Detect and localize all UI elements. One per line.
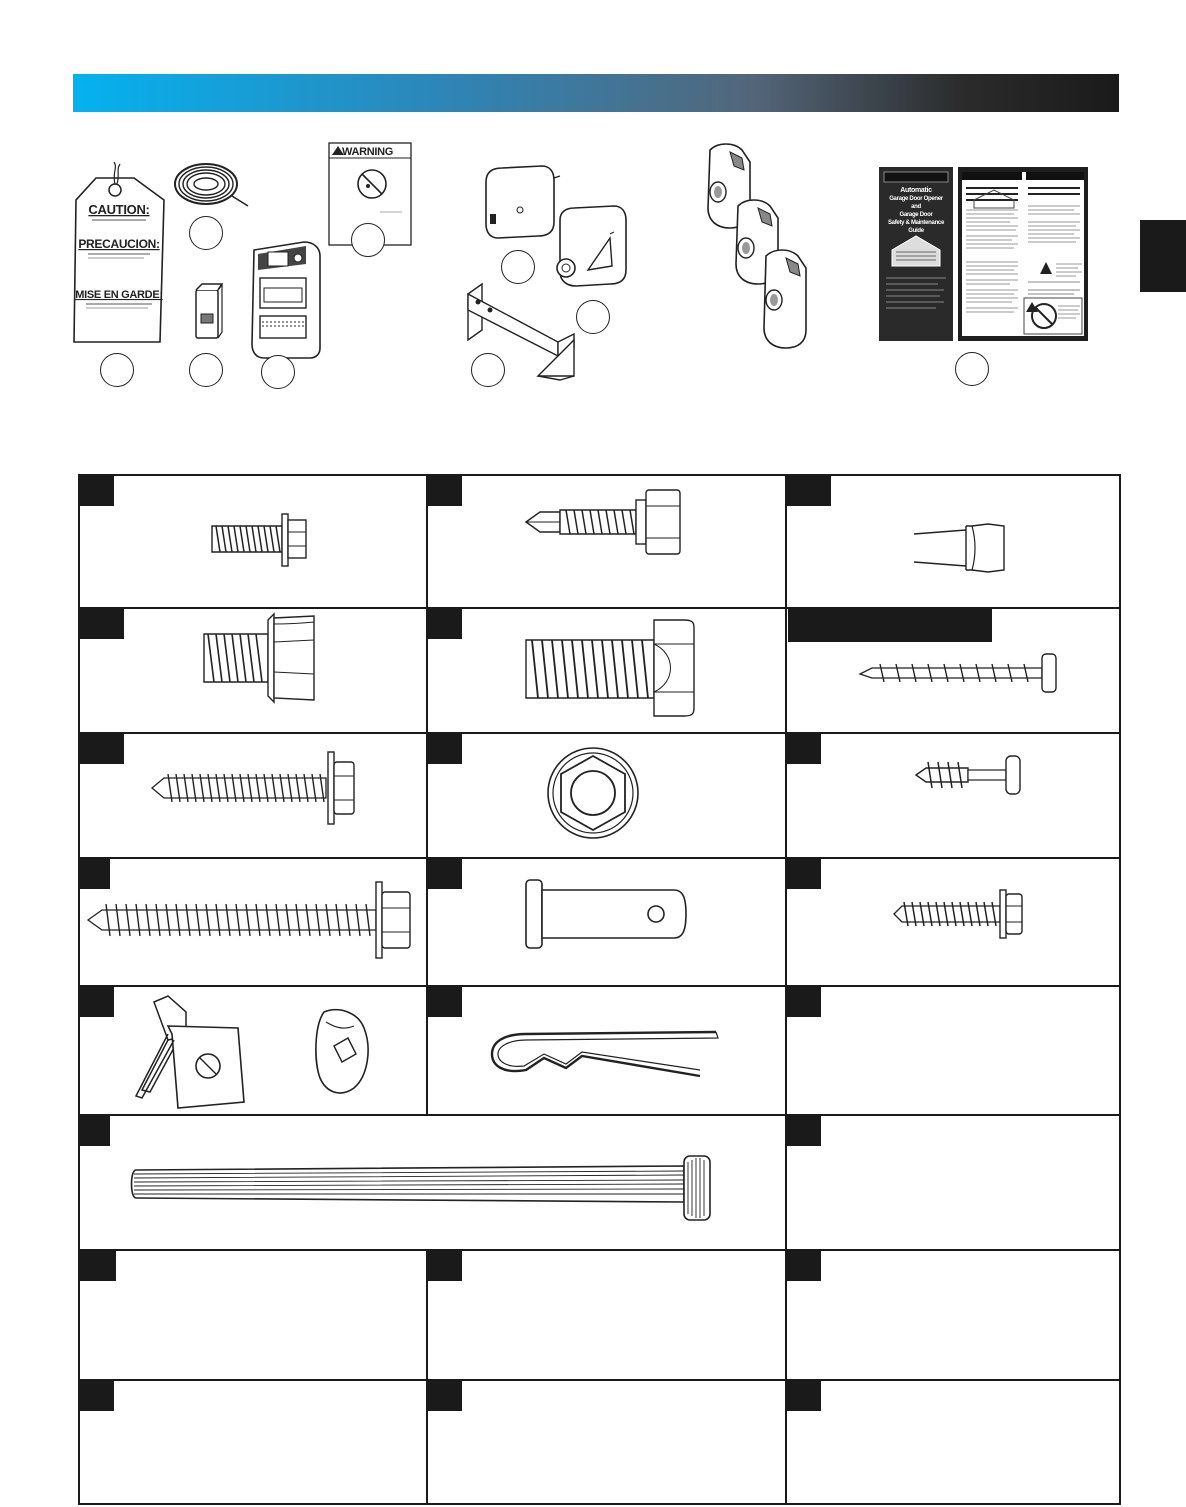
hex-bolt-icon [210,512,310,568]
safety-manual-icon [878,166,1090,344]
carriage-bolt-with-lockwasher-icon [202,612,318,704]
section-header-banner [73,74,1119,112]
remote-controls-icon [700,140,820,350]
item-number-badge [787,1381,821,1411]
warning-tag-icon [70,160,170,350]
pan-head-screw-icon [858,652,1058,694]
item-number-badge [428,1381,462,1411]
grid-row-divider [78,1249,1121,1251]
key-circle-door-control [261,355,295,389]
tag-caution-text: CAUTION: [88,202,150,217]
svg-text:Guide: Guide [908,228,924,234]
key-circle-push-button [189,353,223,387]
grid-row-divider [78,857,1121,859]
long-clevis-pin-icon [128,1152,714,1224]
key-circle-wire [189,216,223,250]
trolley-screw-icon [892,886,1028,942]
item-number-badge [80,609,124,639]
item-number-badge [787,987,821,1017]
large-hex-bolt-icon [524,618,704,718]
grid-border-right [1119,474,1121,1505]
key-circle-manual [955,352,989,386]
svg-text:and: and [911,204,921,210]
item-number-badge [787,859,821,889]
door-control-icon [244,234,324,360]
item-number-badge [428,734,462,764]
warning-label-title: WARNING [342,146,394,158]
lighted-push-button-icon [192,282,224,342]
item-number-badge [80,734,124,764]
grid-row-divider [78,1379,1121,1381]
svg-text:Automatic: Automatic [900,187,932,194]
grid-col-divider [426,1249,428,1505]
self-drilling-screw-icon [524,488,684,558]
svg-text:Safety & Maintenance: Safety & Maintenance [887,220,945,226]
hex-lag-screw-icon [150,750,360,826]
hairpin-cotter-icon [486,1024,722,1080]
item-number-badge [80,476,114,506]
clevis-pin-icon [524,878,690,950]
item-number-badge [80,1381,114,1411]
section-tab-marker [1140,220,1186,292]
long-lag-screw-icon [86,880,416,960]
key-circle-sensor-2 [576,300,610,334]
svg-text:Garage Door: Garage Door [899,212,933,218]
item-number-badge [787,734,821,764]
insulated-staple-icon [912,520,1008,576]
item-number-badge [787,1251,821,1281]
item-number-badge [80,987,114,1017]
grid-border-bottom [78,1503,1121,1505]
grid-col-divider [426,474,428,1116]
item-number-badge [428,476,462,506]
key-circle-sensor [501,250,535,284]
svg-text:Garage Door Opener: Garage Door Opener [889,196,943,202]
hex-nut-icon [546,746,640,840]
grid-row-divider [78,732,1121,734]
grid-row-divider [78,1114,1121,1116]
key-circle-tag [100,353,134,387]
grid-row-divider [78,985,1121,987]
item-number-badge [787,1116,821,1146]
drywall-anchor-clips-icon [128,992,382,1112]
item-number-badge [787,476,831,506]
key-circle-bracket [471,353,505,387]
tag-mise-en-garde-text: MISE EN GARDE: [75,289,163,301]
item-number-badge [80,1251,116,1281]
item-number-badge [428,1251,462,1281]
grid-border-top [78,474,1121,476]
bell-wire-coil-icon [170,160,250,220]
short-screw-icon [914,754,1024,796]
item-number-badge [428,859,462,889]
tag-precaucion-text: PRECAUCION: [78,237,160,251]
key-circle-warning-label [351,223,385,257]
item-number-badge-wide [788,609,992,642]
item-number-badge [428,987,462,1017]
item-number-badge [80,1116,110,1146]
item-number-badge [428,609,462,639]
safety-sensor-icon [480,160,630,300]
